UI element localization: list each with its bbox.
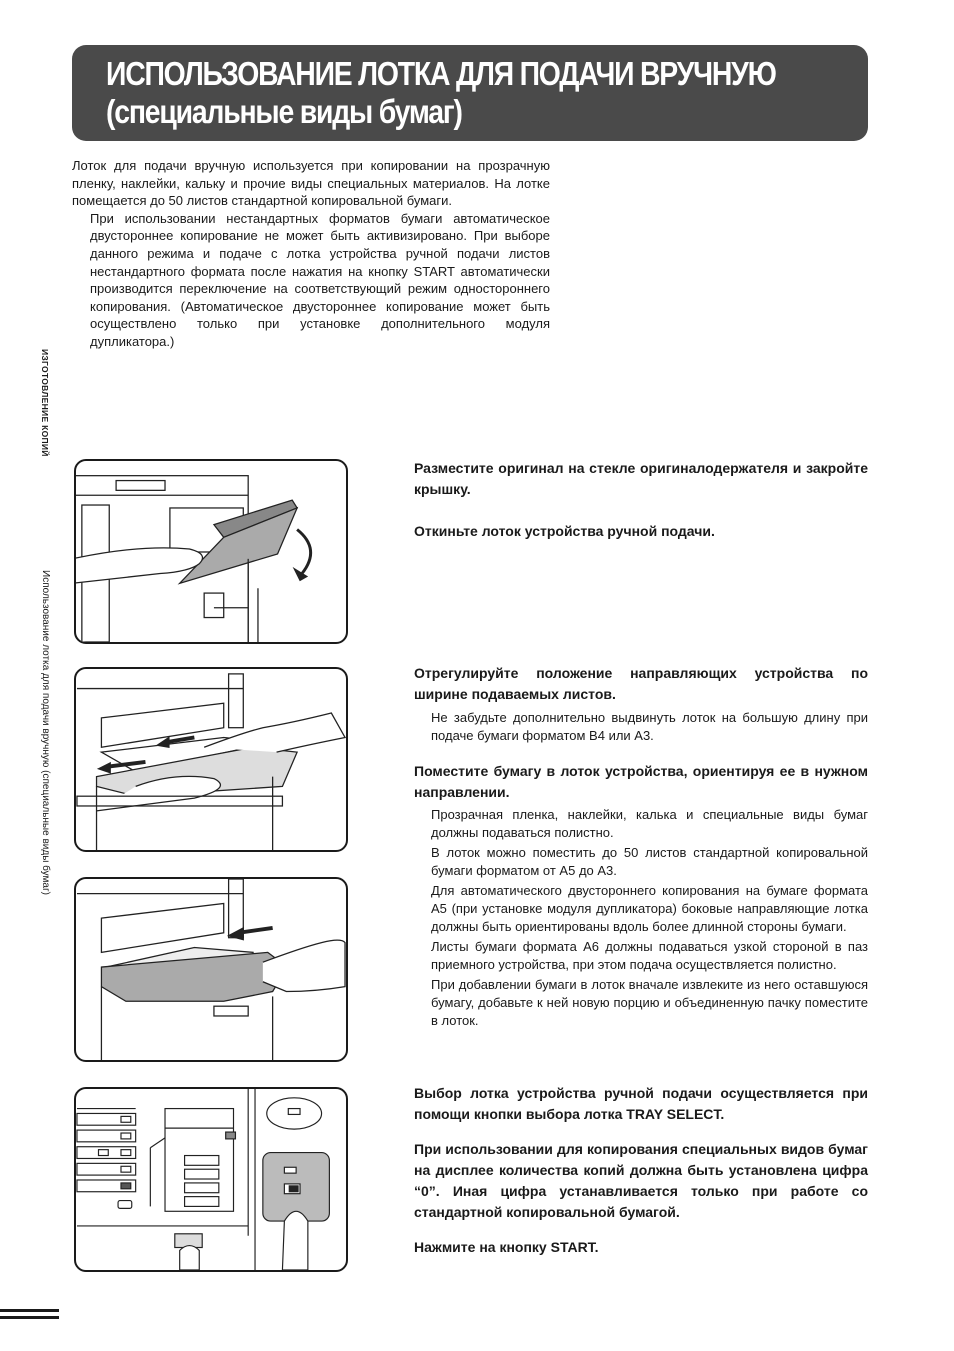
step-4-note-2: В лоток можно поместить до 50 листов стандартной копировальной бумаги форматом от A5 до A3. [431,845,868,878]
step-4-note-1: Прозрачная пленка, наклейки, калька и специальные виды бумаг должны подаваться полистно. [431,807,868,840]
page-edge-marker [0,1309,59,1325]
page-title: ИСПОЛЬЗОВАНИЕ ЛОТКА ДЛЯ ПОДАЧИ ВРУЧНУЮ [106,55,776,92]
step-7-text: Нажмите на кнопку START. [414,1239,599,1255]
step-group-1 [414,458,868,542]
load-paper-illustration [74,877,348,1062]
page-title-banner [72,45,868,141]
step-3-text: Отрегулируйте положение направляющих устройства по ширине подаваемых листов. [414,665,868,702]
intro-text [72,157,550,351]
page-subtitle: (специальные виды бумаг) [106,93,462,130]
step-4-note-4: Листы бумаги формата A6 должны подаваться узкой стороной в паз приемного устройства, при этом подача осуществляется полистно. [431,939,868,972]
step-3-note: Не забудьте дополнительно выдвинуть лоток на большую длину при подаче бумаги форматом B4 или A3. [431,710,868,743]
step-6-text: При использовании для копирования специальных видов бумаг на дисплее количества копий должна быть установлена цифра “0”. Иная цифра устанавливается только при работе со стандартной копировальной бумагой. [414,1141,868,1220]
side-section-label: ИЗГОТОВЛЕНИЕ КОПИЙ [40,349,50,457]
step-1-text: Разместите оригинал на стекле оригиналодержателя и закройте крышку. [414,460,868,497]
tray-select-panel-illustration [74,1087,348,1272]
paper-guides-drawing [76,669,346,850]
step-2-text: Откиньте лоток устройства ручной подачи. [414,523,715,539]
step-5-text: Выбор лотка устройства ручной подачи осуществляется при помощи кнопки выбора лотка TRAY SELECT. [414,1085,868,1122]
intro-paragraph-1: Лоток для подачи вручную используется при копировании на прозрачную пленку, наклейки, кальку и прочие виды специальных материалов. На лотке помещается до 50 листов стандартной копировальной бумаги. [72,158,550,209]
control-panel-drawing [76,1089,346,1270]
copier-side-drawing [76,461,346,642]
side-subsection-label: Использование лотка для подачи вручную (специальные виды бумаг) [40,570,51,895]
step-4-note-5: При добавлении бумаги в лоток вначале извлеките из него оставшуюся бумагу, добавьте к ней новую порцию и объединенную пачку поместите в лоток. [431,977,868,1028]
intro-paragraph-2: При использовании нестандартных форматов бумаги автоматическое двустороннее копирование не может быть активизировано. При выборе данного режима и подаче с лотка устройства ручной подачи листов нестандартного формата после нажатия на кнопку START автоматически производится переключение на соответствующий режим одностороннего копирования. (Автоматическое двустороннее копирование может быть осуществлено только при установке дополнительного модуля дупликатора.) [90,210,550,349]
step-group-3 [414,1083,868,1258]
step-4-note-3: Для автоматического двустороннего копирования на бумаге формата A5 (при установке модуля дупликатора) боковые направляющие лотка должны быть ориентированы вдоль более длинной стороны бумаги. [431,883,868,934]
step-4-text: Поместите бумагу в лоток устройства, ориентируя ее в нужном направлении. [414,763,868,800]
load-paper-drawing [76,879,346,1060]
step-group-2 [414,663,868,1030]
open-bypass-tray-illustration [74,459,348,644]
adjust-guides-illustration [74,667,348,852]
